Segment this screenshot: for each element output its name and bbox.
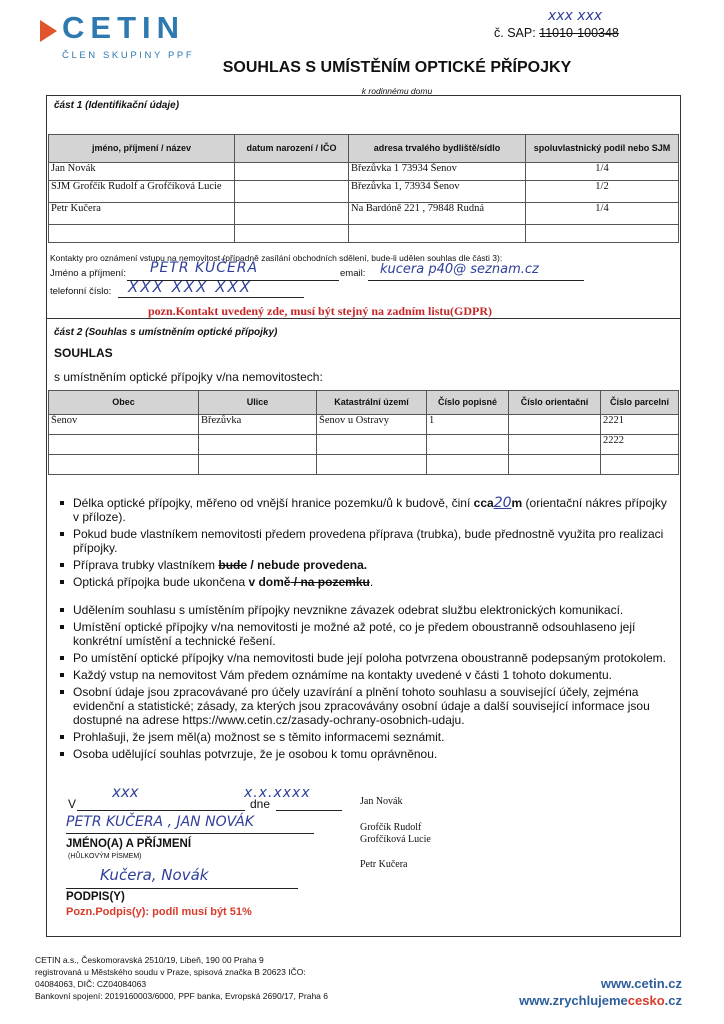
property-ulice (199, 435, 317, 455)
col-header: Číslo popisné (427, 391, 509, 415)
property-katastr: Šenov u Ostravy (317, 415, 427, 435)
sap-struck-value: 11010-100348 (539, 26, 619, 40)
property-katastr (317, 435, 427, 455)
contact-email-line (368, 280, 584, 281)
property-katastr (317, 455, 427, 475)
part1-heading: část 1 (Identifikační údaje) (54, 100, 180, 111)
souhlas-heading: SOUHLAS (54, 346, 113, 360)
logo-subtitle: ČLEN SKUPINY PPF (62, 50, 195, 61)
bullet-text: (orientační nákres přípojky v příloze). (73, 496, 667, 524)
list-item (62, 496, 672, 524)
contact-phone-line (118, 297, 304, 298)
owner-dob (235, 225, 349, 243)
signature-handwritten: Kučera, Novák (100, 866, 209, 884)
gdpr-note: pozn.Kontakt uvedený zde, musí být stejný na zadním listu(GDPR) (148, 304, 493, 318)
list-item: Osobní údaje jsou zpracovávané pro účely uzavírání a plnění tohoto souhlasu a související účely, zejména evidenční a statistické; zásady, za kterých jsou zpracovávány osobní údaje a další související informace jsou dostupné na adrese https://www.cetin.cz/zasady-ochrany-osobnich-udaju. (62, 685, 672, 727)
property-obec (49, 455, 199, 475)
date-label: dne (250, 797, 271, 811)
owner-name: Petr Kučera (49, 203, 235, 225)
place-value: xxx (112, 783, 139, 801)
owner-address (349, 225, 526, 243)
property-obec: Šenov (49, 415, 199, 435)
contact-name-value: PETR KUČERA (150, 260, 259, 276)
property-obec (49, 435, 199, 455)
bullet-text: . (369, 575, 374, 589)
place-label: V (68, 797, 77, 811)
table-row (49, 181, 679, 203)
website-link-cetin[interactable]: www.cetin.cz (600, 976, 682, 991)
contact-phone-label: telefonní číslo: (50, 286, 112, 297)
length-value: 20 (493, 495, 512, 511)
bullet-bold: m (511, 496, 523, 510)
owner-address: Březůvka 1 73934 Šenov (349, 163, 526, 181)
bullet-bold: v domě (248, 575, 291, 589)
web-part: www.zrychlujeme (519, 993, 628, 1008)
logo-text: CETIN (62, 10, 185, 45)
place-line (77, 810, 245, 811)
list-item: Po umístění optické přípojky v/na nemovitosti bude její poloha potvrzena oboustranně podepsaným protokolem. (62, 651, 672, 665)
contact-email-value: kucera p40@ seznam.cz (380, 262, 539, 277)
owner-name: Jan Novák (49, 163, 235, 181)
table-row (49, 415, 679, 435)
col-header: datum narození / IČO (235, 135, 349, 163)
contact-phone-value: XXX XXX XXX (128, 278, 253, 296)
list-item: Každý vstup na nemovitost Vám předem oznámíme na kontakty uvedené v části 1 tohoto dokumentu. (62, 668, 672, 682)
footer-line: Bankovní spojení: 2019160003/6000, PPF banka, Evropská 2690/17, Praha 6 (35, 991, 328, 1001)
conditions-list (62, 496, 672, 592)
property-popisne (427, 435, 509, 455)
table-row (49, 435, 679, 455)
web-part-red: cesko (627, 993, 665, 1008)
col-header: adresa trvalého bydliště/sídlo (349, 135, 526, 163)
table-row (49, 163, 679, 181)
property-intro: s umístněním optické přípojky v/na nemovitostech: (54, 370, 323, 384)
property-ulice (199, 455, 317, 475)
footer-line: CETIN a.s., Českomoravská 2510/19, Libeň, 190 00 Praha 9 (35, 955, 264, 965)
table-row (49, 203, 679, 225)
struck-option: bude (218, 558, 248, 572)
table-row (49, 225, 679, 243)
owners-table (48, 134, 679, 243)
list-item: Pokud bude vlastníkem nemovitosti předem provedena příprava (trubka), bude přednostně využita pro realizaci přípojky. (62, 527, 672, 555)
bullet-bold: / nebude provedena. (247, 558, 368, 572)
page-subtitle: k rodinnému domu (361, 86, 433, 96)
col-header: spoluvlastnický podíl nebo SJM (526, 135, 679, 163)
col-header: Číslo orientační (509, 391, 601, 415)
owner-share: 1/4 (526, 203, 679, 225)
names-hint: (HŮLKOVÝM PÍSMEM) (68, 853, 142, 860)
side-name: Grofčíková Lucie (360, 834, 431, 845)
owner-name: SJM Grofčík Rudolf a Grofčíková Lucie (49, 181, 235, 203)
owner-share: 1/2 (526, 181, 679, 203)
part2-heading: část 2 (Souhlas s umístněním optické přípojky) (54, 327, 278, 338)
date-value: x.x.xxxx (244, 785, 311, 801)
bullet-text: Optická přípojka bude ukončena (73, 575, 249, 589)
owner-name (49, 225, 235, 243)
web-part: .cz (664, 993, 682, 1008)
company-footer (35, 954, 328, 1002)
logo-triangle-icon (40, 20, 57, 42)
property-ulice: Březůvka (199, 415, 317, 435)
signature-line (66, 888, 298, 889)
names-label: JMÉNO(A) A PŘÍJMENÍ (66, 838, 192, 850)
contact-intro: Kontakty pro oznámení vstupu na nemovitost (případně zasílání obchodních sdělení, bude-li udělen souhlas dle části 3): (50, 253, 503, 263)
owner-dob (235, 163, 349, 181)
sap-number (494, 26, 619, 40)
names-line (66, 833, 314, 834)
owner-address: Březůvka 1, 73934 Šenov (349, 181, 526, 203)
list-item: Umístění optické přípojky v/na nemovitosti je možné až poté, co je předem oboustranně odsouhlaseno její konkrétní umístění a technické řešení. (62, 620, 672, 648)
contact-email-label: email: (340, 268, 366, 279)
property-orientacni (509, 435, 601, 455)
list-item: Udělením souhlasu s umístěním přípojky nevznikne závazek odebrat službu elektronických komunikací. (62, 603, 672, 617)
property-parcelni (601, 455, 679, 475)
property-table (48, 390, 679, 475)
bullet-text: Délka optické přípojky, měřeno od vnější hranice pozemku/ů k budově, činí (73, 496, 474, 510)
side-name: Grofčík Rudolf (360, 822, 422, 833)
signature-note: Pozn.Podpis(y): podíl musí být 51% (66, 906, 252, 918)
side-name: Petr Kučera (360, 859, 408, 870)
list-item (62, 558, 672, 572)
property-orientacni (509, 455, 601, 475)
property-table-header (49, 391, 679, 415)
col-header: jméno, příjmení / název (49, 135, 235, 163)
footer-line: 04084063, DIČ: CZ04084063 (35, 979, 147, 989)
property-parcelni: 2221 (601, 415, 679, 435)
owners-table-header (49, 135, 679, 163)
information-list (62, 603, 672, 764)
col-header: Katastrální území (317, 391, 427, 415)
col-header: Obec (49, 391, 199, 415)
page-title: SOUHLAS S UMÍSTĚNÍM OPTICKÉ PŘÍPOJKY (222, 59, 572, 76)
list-item: Osoba udělující souhlas potvrzuje, že je osobou k tomu oprávněnou. (62, 747, 672, 761)
property-popisne (427, 455, 509, 475)
table-row (49, 455, 679, 475)
bullet-bold: cca (473, 496, 494, 510)
owner-share: 1/4 (526, 163, 679, 181)
list-item: Prohlašuji, že jsem měl(a) možnost se s těmito informacemi seznámit. (62, 730, 672, 744)
property-orientacni (509, 415, 601, 435)
contact-name-label: Jméno a příjmení: (50, 268, 127, 279)
property-popisne: 1 (427, 415, 509, 435)
names-handwritten: PETR KUČERA , JAN NOVÁK (66, 814, 254, 830)
sap-label: č. SAP: (494, 26, 536, 40)
list-item (62, 575, 672, 589)
side-name: Jan Novák (360, 796, 403, 807)
date-line (276, 810, 342, 811)
owner-share (526, 225, 679, 243)
struck-option: / na pozemku (290, 575, 370, 589)
website-link-zrychlujeme[interactable] (519, 993, 682, 1008)
owner-address: Na Bardóně 221 , 79848 Rudná (349, 203, 526, 225)
bullet-text: Příprava trubky vlastníkem (73, 558, 219, 572)
sap-handwritten: xxx xxx (548, 8, 603, 24)
col-header: Číslo parcelní (601, 391, 679, 415)
owner-dob (235, 203, 349, 225)
footer-line: registrovaná u Městského soudu v Praze, spisová značka B 20623 IČO: (35, 967, 306, 977)
col-header: Ulice (199, 391, 317, 415)
property-parcelni: 2222 (601, 435, 679, 455)
owner-dob (235, 181, 349, 203)
signature-label: PODPIS(Y) (66, 891, 125, 903)
